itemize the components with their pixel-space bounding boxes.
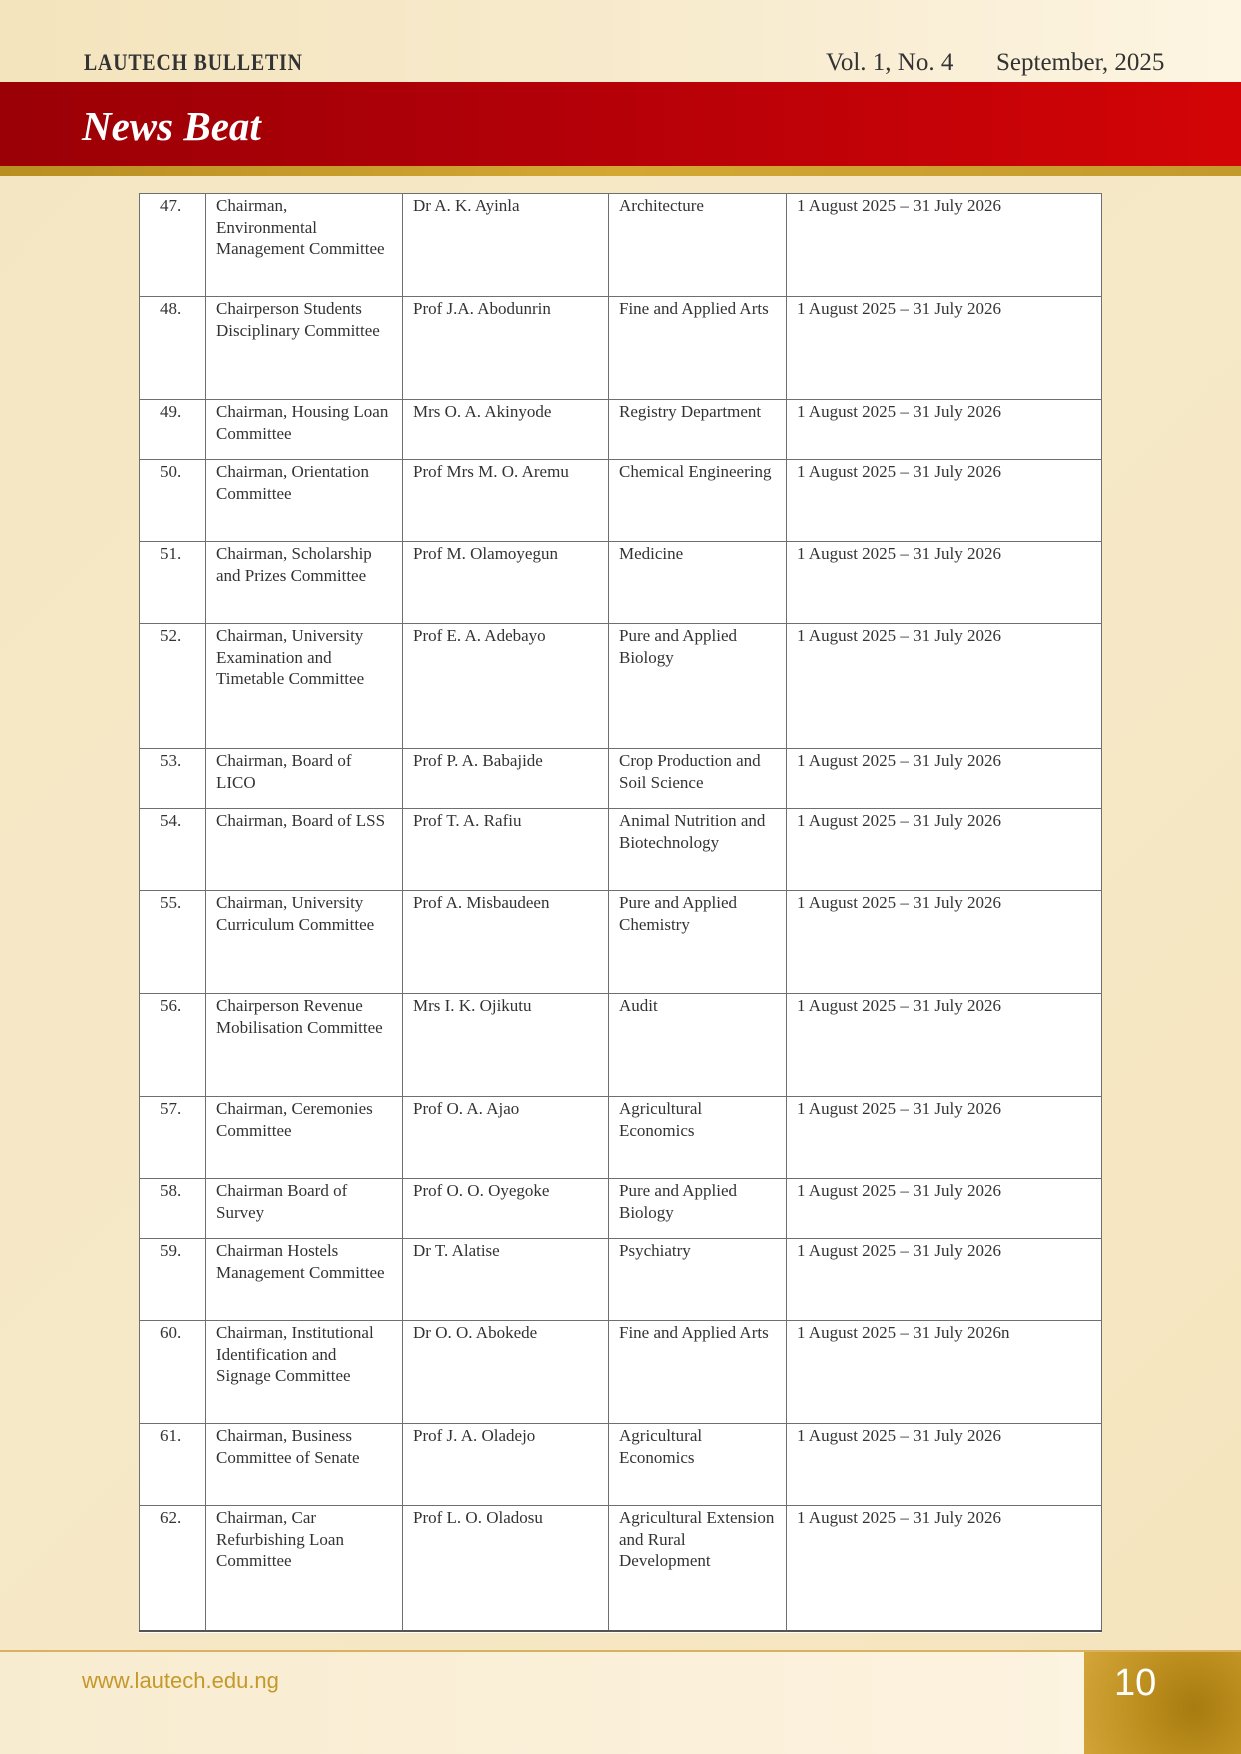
cell-position: Chairman, Car Refurbishing Loan Committee [206, 1506, 403, 1631]
volume-number: Vol. 1, No. 4 [826, 49, 954, 76]
cell-position: Chairperson Revenue Mobilisation Committee [206, 994, 403, 1097]
cell-tenure: 1 August 2025 – 31 July 2026 [787, 994, 1102, 1097]
cell-department: Pure and Applied Biology [609, 624, 787, 749]
appointments-table-container [139, 193, 1101, 1633]
cell-department: Animal Nutrition and Biotechnology [609, 809, 787, 891]
cell-position: Chairman Hostels Management Committee [206, 1239, 403, 1321]
cell-tenure: 1 August 2025 – 31 July 2026 [787, 891, 1102, 994]
table-row [140, 400, 1102, 460]
cell-department: Medicine [609, 542, 787, 624]
cell-number: 59. [140, 1239, 206, 1321]
cell-name: Prof T. A. Rafiu [403, 809, 609, 891]
table-row [140, 1321, 1102, 1424]
cell-tenure: 1 August 2025 – 31 July 2026n [787, 1321, 1102, 1424]
cell-position: Chairperson Students Disciplinary Committee [206, 297, 403, 400]
cell-department: Fine and Applied Arts [609, 1321, 787, 1424]
cell-department: Pure and Applied Biology [609, 1179, 787, 1239]
cell-number: 55. [140, 891, 206, 994]
table-row [140, 994, 1102, 1097]
cell-tenure: 1 August 2025 – 31 July 2026 [787, 460, 1102, 542]
cell-number: 53. [140, 749, 206, 809]
cell-tenure: 1 August 2025 – 31 July 2026 [787, 1097, 1102, 1179]
table-row [140, 1239, 1102, 1321]
table-row [140, 542, 1102, 624]
cell-tenure: 1 August 2025 – 31 July 2026 [787, 1506, 1102, 1631]
cell-tenure: 1 August 2025 – 31 July 2026 [787, 542, 1102, 624]
table-row [140, 1097, 1102, 1179]
cell-name: Prof E. A. Adebayo [403, 624, 609, 749]
cell-position: Chairman, Board of LSS [206, 809, 403, 891]
cell-tenure: 1 August 2025 – 31 July 2026 [787, 1179, 1102, 1239]
divider [0, 166, 1241, 176]
cell-position: Chairman, Environmental Management Committee [206, 194, 403, 297]
issue-date: September, 2025 [996, 49, 1165, 76]
table-row [140, 297, 1102, 400]
cell-name: Dr A. K. Ayinla [403, 194, 609, 297]
cell-name: Prof L. O. Oladosu [403, 1506, 609, 1631]
table-row [140, 460, 1102, 542]
website-url[interactable]: www.lautech.edu.ng [82, 1668, 279, 1693]
cell-position: Chairman Board of Survey [206, 1179, 403, 1239]
table-row [140, 624, 1102, 749]
cell-number: 47. [140, 194, 206, 297]
cell-number: 50. [140, 460, 206, 542]
cell-number: 62. [140, 1506, 206, 1631]
cell-tenure: 1 August 2025 – 31 July 2026 [787, 624, 1102, 749]
cell-name: Prof J. A. Oladejo [403, 1424, 609, 1506]
cell-department: Audit [609, 994, 787, 1097]
cell-department: Registry Department [609, 400, 787, 460]
cell-position: Chairman, Business Committee of Senate [206, 1424, 403, 1506]
cell-number: 54. [140, 809, 206, 891]
cell-number: 51. [140, 542, 206, 624]
cell-tenure: 1 August 2025 – 31 July 2026 [787, 749, 1102, 809]
cell-tenure: 1 August 2025 – 31 July 2026 [787, 400, 1102, 460]
cell-name: Prof M. Olamoyegun [403, 542, 609, 624]
cell-position: Chairman, Orientation Committee [206, 460, 403, 542]
masthead: LAUTECH BULLETIN [84, 50, 303, 75]
table-row [140, 891, 1102, 994]
cell-position: Chairman, Housing Loan Committee [206, 400, 403, 460]
page-number: 10 [1114, 1662, 1157, 1704]
table-row [140, 194, 1102, 297]
cell-number: 58. [140, 1179, 206, 1239]
cell-number: 56. [140, 994, 206, 1097]
cell-name: Dr T. Alatise [403, 1239, 609, 1321]
cell-tenure: 1 August 2025 – 31 July 2026 [787, 1424, 1102, 1506]
cell-name: Prof P. A. Babajide [403, 749, 609, 809]
table-row [140, 1506, 1102, 1631]
cell-name: Mrs O. A. Akinyode [403, 400, 609, 460]
cell-position: Chairman, Board of LICO [206, 749, 403, 809]
cell-name: Prof O. A. Ajao [403, 1097, 609, 1179]
cell-number: 52. [140, 624, 206, 749]
cell-name: Prof Mrs M. O. Aremu [403, 460, 609, 542]
cell-department: Agricultural Extension and Rural Development [609, 1506, 787, 1631]
cell-tenure: 1 August 2025 – 31 July 2026 [787, 1239, 1102, 1321]
cell-tenure: 1 August 2025 – 31 July 2026 [787, 809, 1102, 891]
cell-department: Crop Production and Soil Science [609, 749, 787, 809]
cell-number: 57. [140, 1097, 206, 1179]
table-row [140, 749, 1102, 809]
cell-department: Agricultural Economics [609, 1097, 787, 1179]
table-row [140, 809, 1102, 891]
section-title: News Beat [82, 103, 261, 149]
cell-number: 48. [140, 297, 206, 400]
cell-tenure: 1 August 2025 – 31 July 2026 [787, 297, 1102, 400]
cell-department: Fine and Applied Arts [609, 297, 787, 400]
cell-number: 49. [140, 400, 206, 460]
cell-department: Psychiatry [609, 1239, 787, 1321]
cell-name: Mrs I. K. Ojikutu [403, 994, 609, 1097]
cell-department: Pure and Applied Chemistry [609, 891, 787, 994]
cell-department: Chemical Engineering [609, 460, 787, 542]
cell-position: Chairman, University Curriculum Committee [206, 891, 403, 994]
cell-position: Chairman, Scholarship and Prizes Committee [206, 542, 403, 624]
cell-department: Architecture [609, 194, 787, 297]
cell-position: Chairman, University Examination and Timetable Committee [206, 624, 403, 749]
table-row [140, 1424, 1102, 1506]
cell-number: 61. [140, 1424, 206, 1506]
cell-tenure: 1 August 2025 – 31 July 2026 [787, 194, 1102, 297]
page-number-box [1084, 1652, 1241, 1754]
appointments-table [139, 193, 1102, 1632]
cell-name: Prof J.A. Abodunrin [403, 297, 609, 400]
cell-department: Agricultural Economics [609, 1424, 787, 1506]
cell-name: Dr O. O. Abokede [403, 1321, 609, 1424]
cell-position: Chairman, Ceremonies Committee [206, 1097, 403, 1179]
cell-name: Prof A. Misbaudeen [403, 891, 609, 994]
cell-position: Chairman, Institutional Identification and Signage Committee [206, 1321, 403, 1424]
cell-number: 60. [140, 1321, 206, 1424]
cell-name: Prof O. O. Oyegoke [403, 1179, 609, 1239]
table-row [140, 1179, 1102, 1239]
table-body [140, 194, 1102, 1631]
